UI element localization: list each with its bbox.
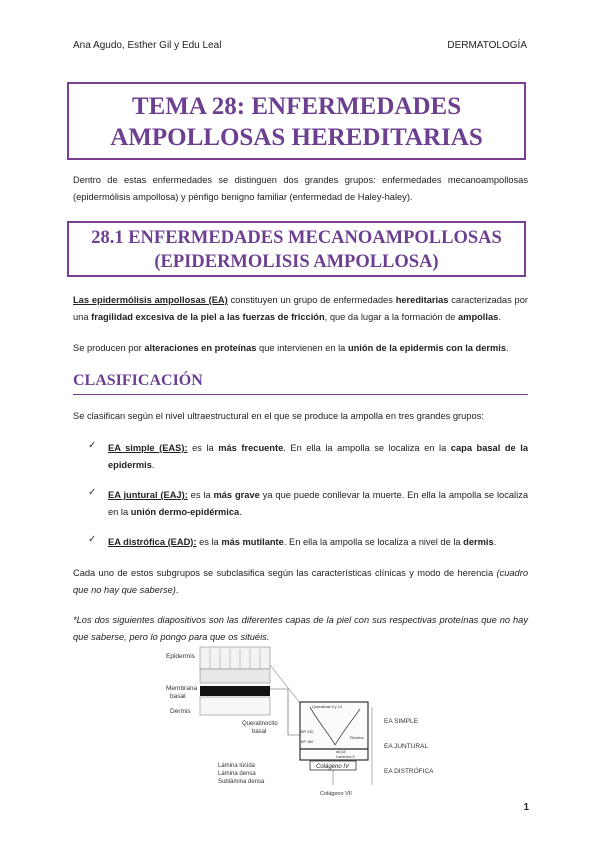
zoom-label-colageno-iv: Colágeno IV [316,764,350,770]
header-authors: Ana Agudo, Esther Gil y Edu Leal [73,40,222,51]
label-ea-juntural: EA JUNTURAL [384,743,429,750]
label-queratinocito-basal: basal [252,729,267,735]
cause-paragraph [73,340,528,357]
text-span: . [498,312,501,322]
text-span: Se producen por [73,343,145,353]
label-lamina-lucida: Lámina lúcida [218,763,256,769]
skin-layers-diagram [160,645,540,805]
item-label: EA distrófica (EAD): [108,537,197,547]
text-span: es la [196,537,222,547]
label-dermis: Dermis [170,708,191,715]
text-span: caracterizadas por una [73,295,528,322]
list-item [108,534,528,551]
bold-span: más grave [213,490,260,500]
text-span: constituyen un grupo de enfermedades [227,295,396,305]
basal-cells [200,669,270,683]
label-ea-simple: EA SIMPLE [384,718,418,725]
item-label: EA simple (EAS): [108,443,188,453]
bold-span: capa basal de la epidermis [108,443,529,470]
zoom-label-bp180: BP 180 [301,740,314,744]
zoom-label-bp230: BP 230 [301,730,314,734]
text-span: . [493,537,497,547]
zoom-label-plectina: Plectina [350,736,364,740]
text-span: es la [187,443,219,453]
text-span: . [151,460,155,470]
bold-span: alteraciones en proteínas [144,343,257,353]
zoom-label-keratin: Queratinas 5 y 14 [312,705,342,709]
header-subject: DERMATOLOGÍA [447,40,527,51]
title-line-1: TEMA 28: ENFERMEDADES [131,93,462,120]
definition-paragraph [73,292,528,326]
text-span: . En ella la ampolla se localiza en la [283,443,451,453]
zoom-label-integrin: α6 β4 [336,750,346,754]
label-basal: basal [170,693,186,700]
label-colageno-vii: Colágeno VII [320,791,352,797]
connector-line [270,689,300,735]
text-span: ya que puede conllevar la muerte. En ella la ampolla se localiza en la [108,490,528,517]
check-icon: ✓ [88,534,97,545]
text-span: . [239,507,242,517]
connector-line [270,665,300,703]
bold-span: más frecuente [218,443,284,453]
zoom-label-laminina: Laminina 5 [336,755,355,759]
check-icon: ✓ [88,440,97,451]
label-epidermis: Epidermis [166,653,195,660]
italic-span: (cuadro que no hay que saberse) [73,568,528,595]
page-number: 1 [523,802,529,813]
text-span: . [506,343,509,353]
label-ea-distrofica: EA DISTRÓFICA [384,768,434,775]
text-span: Cada uno de estos subgrupos se subclasifica según las características clínicas y modo de herencia [73,568,497,578]
text-span: . En ella la ampolla se localiza a nivel de la [283,537,464,547]
bold-span: unión dermo-epidérmica [130,507,240,517]
text-span: , que da lugar a la formación de [324,312,459,322]
label-lamina-densa: Lámina densa [218,771,256,777]
bold-span: dermis [463,537,494,547]
bold-span: fragilidad excesiva de la piel a las fuerzas de fricción [91,312,325,322]
check-icon: ✓ [88,487,97,498]
section-title-line-2: (EPIDERMOLISIS AMPOLLOSA) [154,252,439,272]
text-span: que intervienen en la [256,343,348,353]
item-label: EA juntural (EAJ): [108,490,188,500]
text-span: . [175,585,179,595]
bold-span: más mutilante [221,537,284,547]
label-queratinocito: Queratinocito [242,721,278,727]
section-title [67,221,526,277]
classification-heading: CLASIFICACIÓN [73,372,203,389]
dermis-block [200,697,270,715]
classification-intro: Se clasifican según el nivel ultraestructural en el que se produce la ampolla en tres grandes grupos: [73,411,484,421]
epidermis-block [200,647,270,669]
bold-span: hereditarias [395,295,449,305]
title-line-2: AMPOLLOSAS HEREDITARIAS [110,124,483,151]
section-title-line-1: 28.1 ENFERMEDADES MECANOAMPOLLOSAS [91,228,502,248]
page-title [67,82,526,160]
bold-span: unión de la epidermis con la dermis [347,343,507,353]
footnote-paragraph: *Los dos siguientes diapositivos son las diferentes capas de la piel con sus respectivas proteínas que no hay que saberse, pero lo pongo para que os situéis. [73,615,528,642]
intro-paragraph: Dentro de estas enfermedades se distinguen dos grandes grupos: enfermedades mecanoampollosas (epidermólisis ampollosa) y pénfigo benigno familiar (enfermedad de Haley-haley). [73,175,528,202]
list-item [108,440,528,474]
label-sublamina-densa: Sublámina densa [218,779,265,785]
list-item [108,487,528,521]
text-span: es la [187,490,214,500]
term-ea: Las epidermólisis ampollosas (EA) [73,295,228,305]
label-membrana: Membrana [166,685,198,692]
bold-span: ampollas [458,312,499,322]
subclass-paragraph [73,565,528,599]
heading-rule [73,394,528,395]
basement-membrane-bar [200,686,270,696]
